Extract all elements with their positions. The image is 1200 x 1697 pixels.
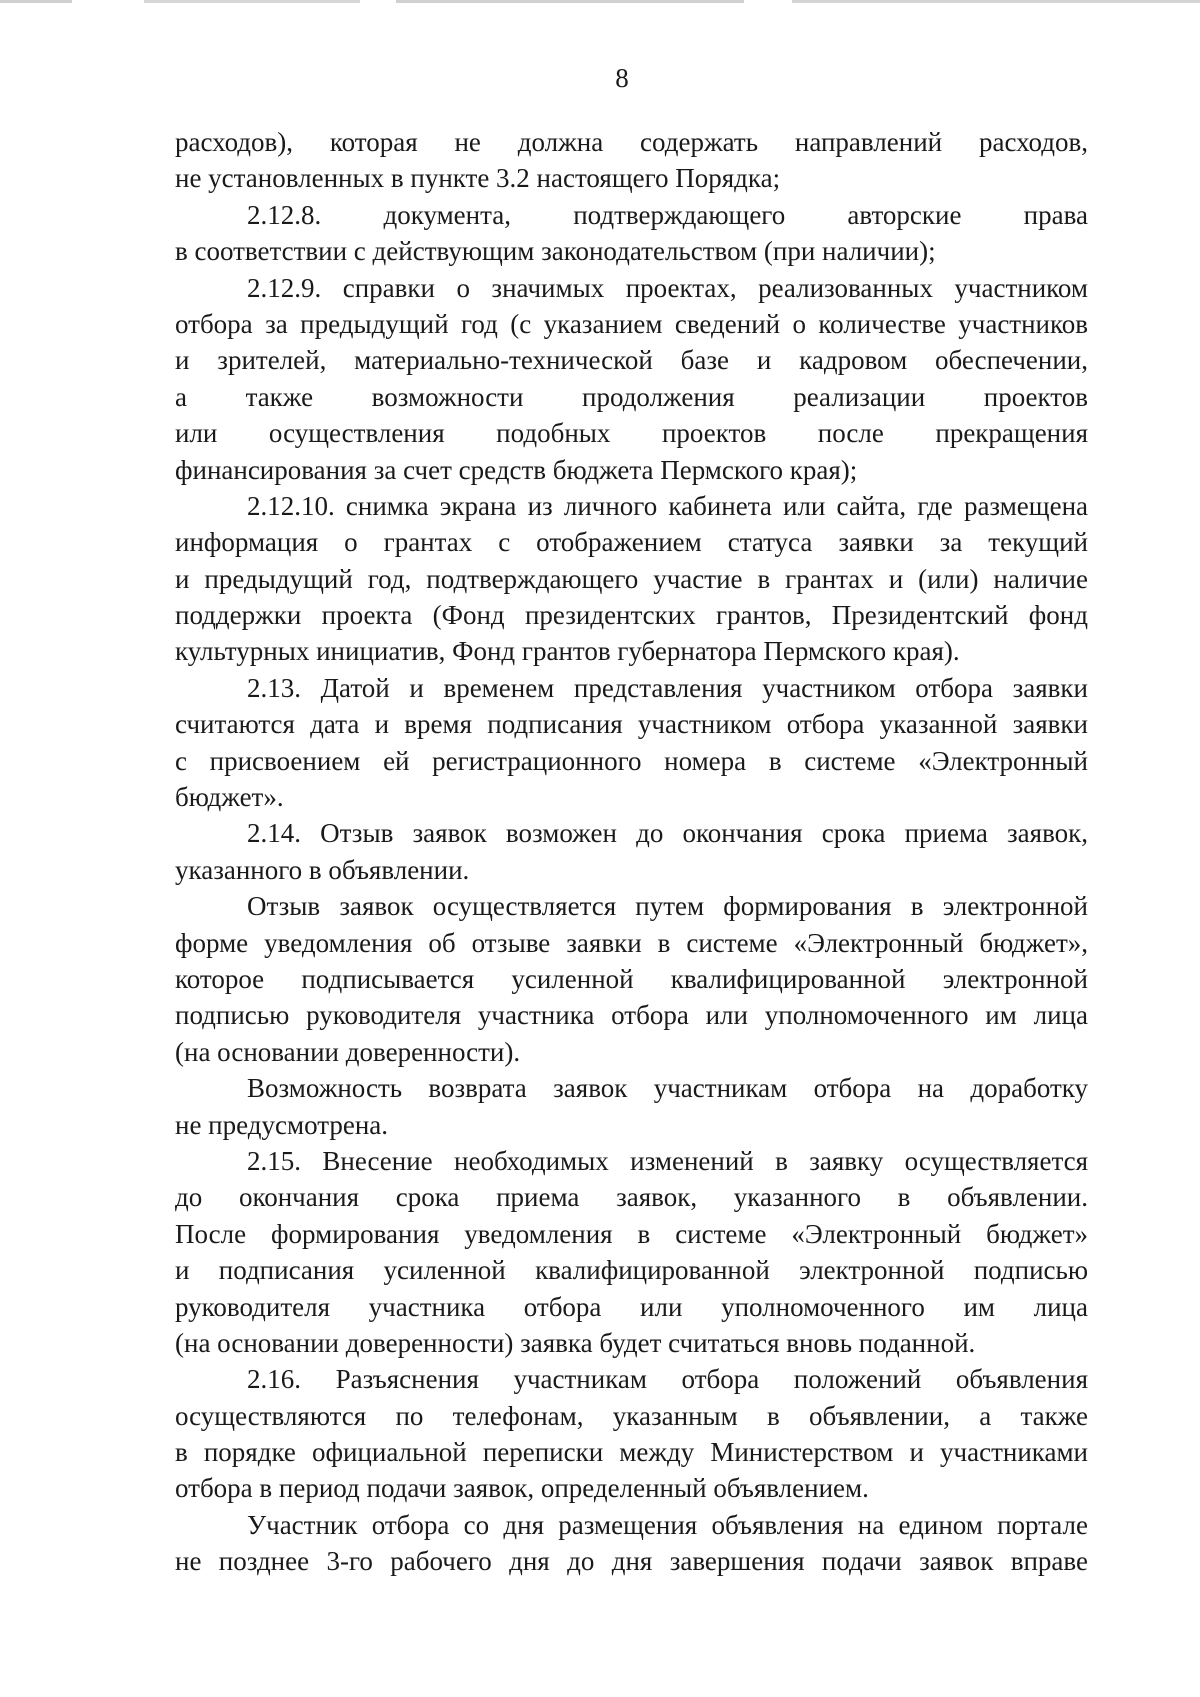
text-line: 2.12.9. справки о значимых проектах, реализованных участником bbox=[247, 272, 1088, 303]
text-line: подписью руководителя участника отбора или уполномоченного им лица bbox=[175, 1000, 1088, 1031]
text-line: 2.16. Разъяснения участникам отбора положений объявления bbox=[247, 1364, 1088, 1395]
scan-edge-artifact bbox=[0, 0, 1200, 3]
text-line: и подписания усиленной квалифицированной электронной подписью bbox=[175, 1255, 1088, 1286]
text-line: с присвоением ей регистрационного номера в системе «Электронный bbox=[175, 745, 1088, 776]
text-line: Возможность возврата заявок участникам отбора на доработку bbox=[247, 1073, 1088, 1104]
text-line: 2.15. Внесение необходимых изменений в заявку осуществляется bbox=[247, 1145, 1088, 1176]
text-line: указанного в объявлении. bbox=[175, 854, 470, 885]
text-line: не установленных в пункте 3.2 настоящего Порядка; bbox=[175, 163, 781, 194]
text-line: и предыдущий год, подтверждающего участие в грантах и (или) наличие bbox=[175, 563, 1088, 594]
text-line: отбора за предыдущий год (с указанием сведений о количестве участников bbox=[175, 308, 1088, 339]
text-line: 2.13. Датой и временем представления участником отбора заявки bbox=[247, 672, 1088, 703]
page-number: 8 bbox=[615, 63, 629, 93]
text-line: не позднее 3-го рабочего дня до дня завершения подачи заявок вправе bbox=[175, 1546, 1088, 1577]
text-line: которое подписывается усиленной квалифицированной электронной bbox=[175, 963, 1088, 994]
text-line: в соответствии с действующим законодательством (при наличии); bbox=[175, 236, 936, 267]
text-line: до окончания срока приема заявок, указанного в объявлении. bbox=[175, 1182, 1088, 1213]
text-line: Участник отбора со дня размещения объявления на едином портале bbox=[247, 1509, 1088, 1540]
text-line: осуществляются по телефонам, указанным в объявлении, а также bbox=[175, 1400, 1088, 1431]
text-line: 2.14. Отзыв заявок возможен до окончания срока приема заявок, bbox=[247, 818, 1088, 849]
text-line: а также возможности продолжения реализации проектов bbox=[175, 381, 1088, 412]
text-line: в порядке официальной переписки между Министерством и участниками bbox=[175, 1437, 1088, 1468]
text-line: поддержки проекта (Фонд президентских грантов, Президентский фонд bbox=[175, 600, 1088, 631]
text-line: После формирования уведомления в системе «Электронный бюджет» bbox=[175, 1218, 1088, 1249]
text-line: бюджет». bbox=[175, 782, 284, 813]
text-line: форме уведомления об отзыве заявки в системе «Электронный бюджет», bbox=[175, 927, 1088, 958]
text-line: расходов), которая не должна содержать направлений расходов, bbox=[175, 127, 1088, 157]
text-line: руководителя участника отбора или уполномоченного им лица bbox=[175, 1291, 1088, 1322]
text-line: финансирования за счет средств бюджета Пермского края); bbox=[175, 454, 858, 485]
text-line: 2.12.10. снимка экрана из личного кабинета или сайта, где размещена bbox=[247, 490, 1088, 521]
text-line: 2.12.8. документа, подтверждающего авторские права bbox=[247, 199, 1088, 230]
text-line: и зрителей, материально-технической базе и кадровом обеспечении, bbox=[175, 345, 1088, 376]
text-line: (на основании доверенности) заявка будет считаться вновь поданной. bbox=[175, 1327, 976, 1358]
text-line: (на основании доверенности). bbox=[175, 1036, 521, 1067]
text-line: культурных инициатив, Фонд грантов губернатора Пермского края). bbox=[175, 636, 960, 667]
text-line: считаются дата и время подписания участником отбора указанной заявки bbox=[175, 709, 1088, 740]
text-line: не предусмотрена. bbox=[175, 1109, 389, 1140]
text-line: Отзыв заявок осуществляется путем формирования в электронной bbox=[247, 891, 1088, 922]
text-line: отбора в период подачи заявок, определенный объявлением. bbox=[175, 1473, 869, 1504]
text-line: информация о грантах с отображением статуса заявки за текущий bbox=[175, 527, 1088, 558]
body-text bbox=[175, 124, 1088, 1580]
text-line: или осуществления подобных проектов после прекращения bbox=[175, 418, 1088, 449]
